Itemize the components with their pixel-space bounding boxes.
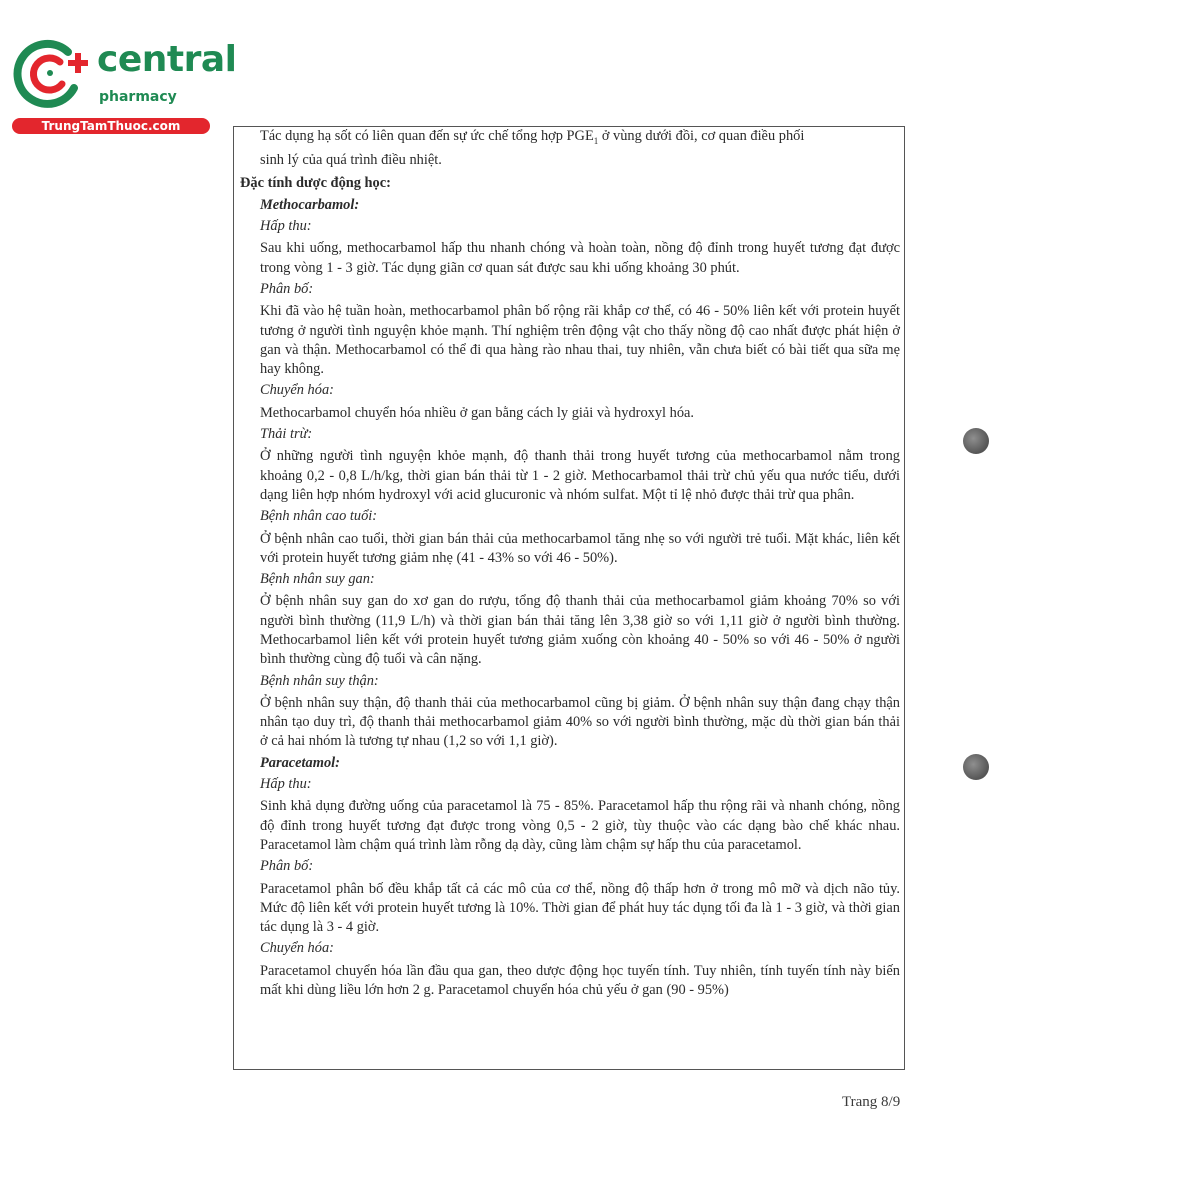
drug-heading-methocarbamol: Methocarbamol: xyxy=(260,196,360,213)
document-content xyxy=(240,127,900,1002)
subsection-title: Bệnh nhân cao tuổi: xyxy=(260,508,378,525)
logo-name: central xyxy=(97,39,237,80)
subsection-text: Paracetamol phân bố đều khắp tất cả các mô của cơ thể, nồng độ thấp hơn ở trong mô mỡ và dịch não tủy. Mức độ liên kết với protein huyết tương là 10%. Thời gian để phát huy tác dụng tối đa là 1 - 3 giờ, và thời gian tác dụng là 3 - 4 giờ. xyxy=(260,880,900,936)
subsection-title: Phân bố: xyxy=(260,858,314,875)
logo-banner[interactable]: TrungTamThuoc.com xyxy=(12,118,210,134)
punch-hole-lower xyxy=(963,754,989,780)
subsection-text: Sau khi uống, methocarbamol hấp thu nhanh chóng và hoàn toàn, nồng độ đỉnh trong huyết tương đạt được trong vòng 1 - 3 giờ. Tác dụng giãn cơ quan sát được sau khi uống khoảng 30 phút. xyxy=(260,240,900,276)
drug-heading-paracetamol: Paracetamol: xyxy=(260,754,340,771)
page-number: Trang 8/9 xyxy=(842,1094,901,1110)
subsection-text: Khi đã vào hệ tuần hoàn, methocarbamol phân bố rộng rãi khắp cơ thể, có 46 - 50% liên kết với protein huyết tương ở người tình nguyện khỏe mạnh. Thí nghiệm trên động vật cho thấy nồng độ cao nhất được phát hiện ở gan và thận. Methocarbamol có thể đi qua hàng rào nhau thai, tuy nhiên, vẫn chưa biết có bài tiết qua sữa mẹ hay không. xyxy=(260,303,900,378)
subsection-text: Ở bệnh nhân cao tuổi, thời gian bán thải của methocarbamol tăng nhẹ so với người trẻ tuổi. Mặt khác, liên kết với protein huyết tương giảm nhẹ (41 - 43% so với 46 - 50%). xyxy=(260,530,900,566)
subsection-title: Chuyển hóa: xyxy=(260,940,334,957)
subsection-title: Hấp thu: xyxy=(260,776,312,793)
subsection-title: Hấp thu: xyxy=(260,218,312,235)
section-heading: Đặc tính dược động học: xyxy=(240,175,391,192)
subsection-text: Ở bệnh nhân suy thận, độ thanh thải của methocarbamol cũng bị giảm. Ở bệnh nhân suy thận đang chạy thận nhân tạo duy trì, độ thanh thải methocarbamol giảm 40% so với người bình thường, mặc dù thời gian bán thải ở cả hai nhóm là tương tự nhau (1,2 so với 1,1 giờ). xyxy=(260,694,900,750)
subsection-text: Ở bệnh nhân suy gan do xơ gan do rượu, tổng độ thanh thải của methocarbamol giảm khoảng 70% so với người bình thường (11,9 L/h) và thời gian bán thải tăng lên 3,38 giờ so với 1,11 giờ ở người bình thường. Methocarbamol liên kết với protein huyết tương giảm xuống còn khoảng 40 - 50% so với 46 - 50% ở người bình thường cùng độ tuổi và cân nặng. xyxy=(260,593,900,668)
logo-mark-icon xyxy=(10,38,92,108)
subsection-title: Bệnh nhân suy gan: xyxy=(260,571,375,588)
subsection-title: Chuyển hóa: xyxy=(260,382,334,399)
subsection-title: Bệnh nhân suy thận: xyxy=(260,672,379,689)
punch-hole-upper xyxy=(963,428,989,454)
subsection-text: Paracetamol chuyển hóa lần đầu qua gan, theo dược động học tuyến tính. Tuy nhiên, tính tuyến tính này biến mất khi dùng liều lớn hơn 2 g. Paracetamol chuyển hóa chủ yếu ở gan (90 - 95%) xyxy=(260,962,900,999)
subsection-text: Ở những người tình nguyện khỏe mạnh, độ thanh thải trong huyết tương của methocarbamol nằm trong khoảng 0,2 - 0,8 L/h/kg, thời gian bán thải từ 1 - 2 giờ. Methocarbamol thải trừ chủ yếu qua nước tiểu, dưới dạng liên hợp nhóm hydroxyl với acid glucuronic và nhóm sulfat. Một tỉ lệ nhỏ được thải trừ qua phân. xyxy=(260,448,900,503)
central-pharmacy-logo[interactable] xyxy=(10,38,237,138)
subsection-text: Methocarbamol chuyển hóa nhiều ở gan bằng cách ly giải và hydroxyl hóa. xyxy=(260,404,694,421)
subsection-title: Phân bố: xyxy=(260,280,314,297)
subsection-title: Thải trừ: xyxy=(260,426,313,443)
intro-paragraph: Tác dụng hạ sốt có liên quan đến sự ức chế tổng hợp $PGE_1$ ở vùng dưới đồi, cơ quan điều phối sinh lý của quá trình điều nhiệt. xyxy=(260,128,805,169)
subsection-text: Sinh khả dụng đường uống của paracetamol là 75 - 85%. Paracetamol hấp thu rộng rãi và nhanh chóng, nồng độ đỉnh trong huyết tương đạt được trong vòng 0,5 - 2 giờ, tùy thuộc vào các dạng bào chế khác nhau. Paracetamol làm chậm quá trình làm rỗng dạ dày, cũng làm chậm sự hấp thu của paracetamol. xyxy=(260,798,900,853)
logo-subtitle: pharmacy xyxy=(99,89,177,105)
